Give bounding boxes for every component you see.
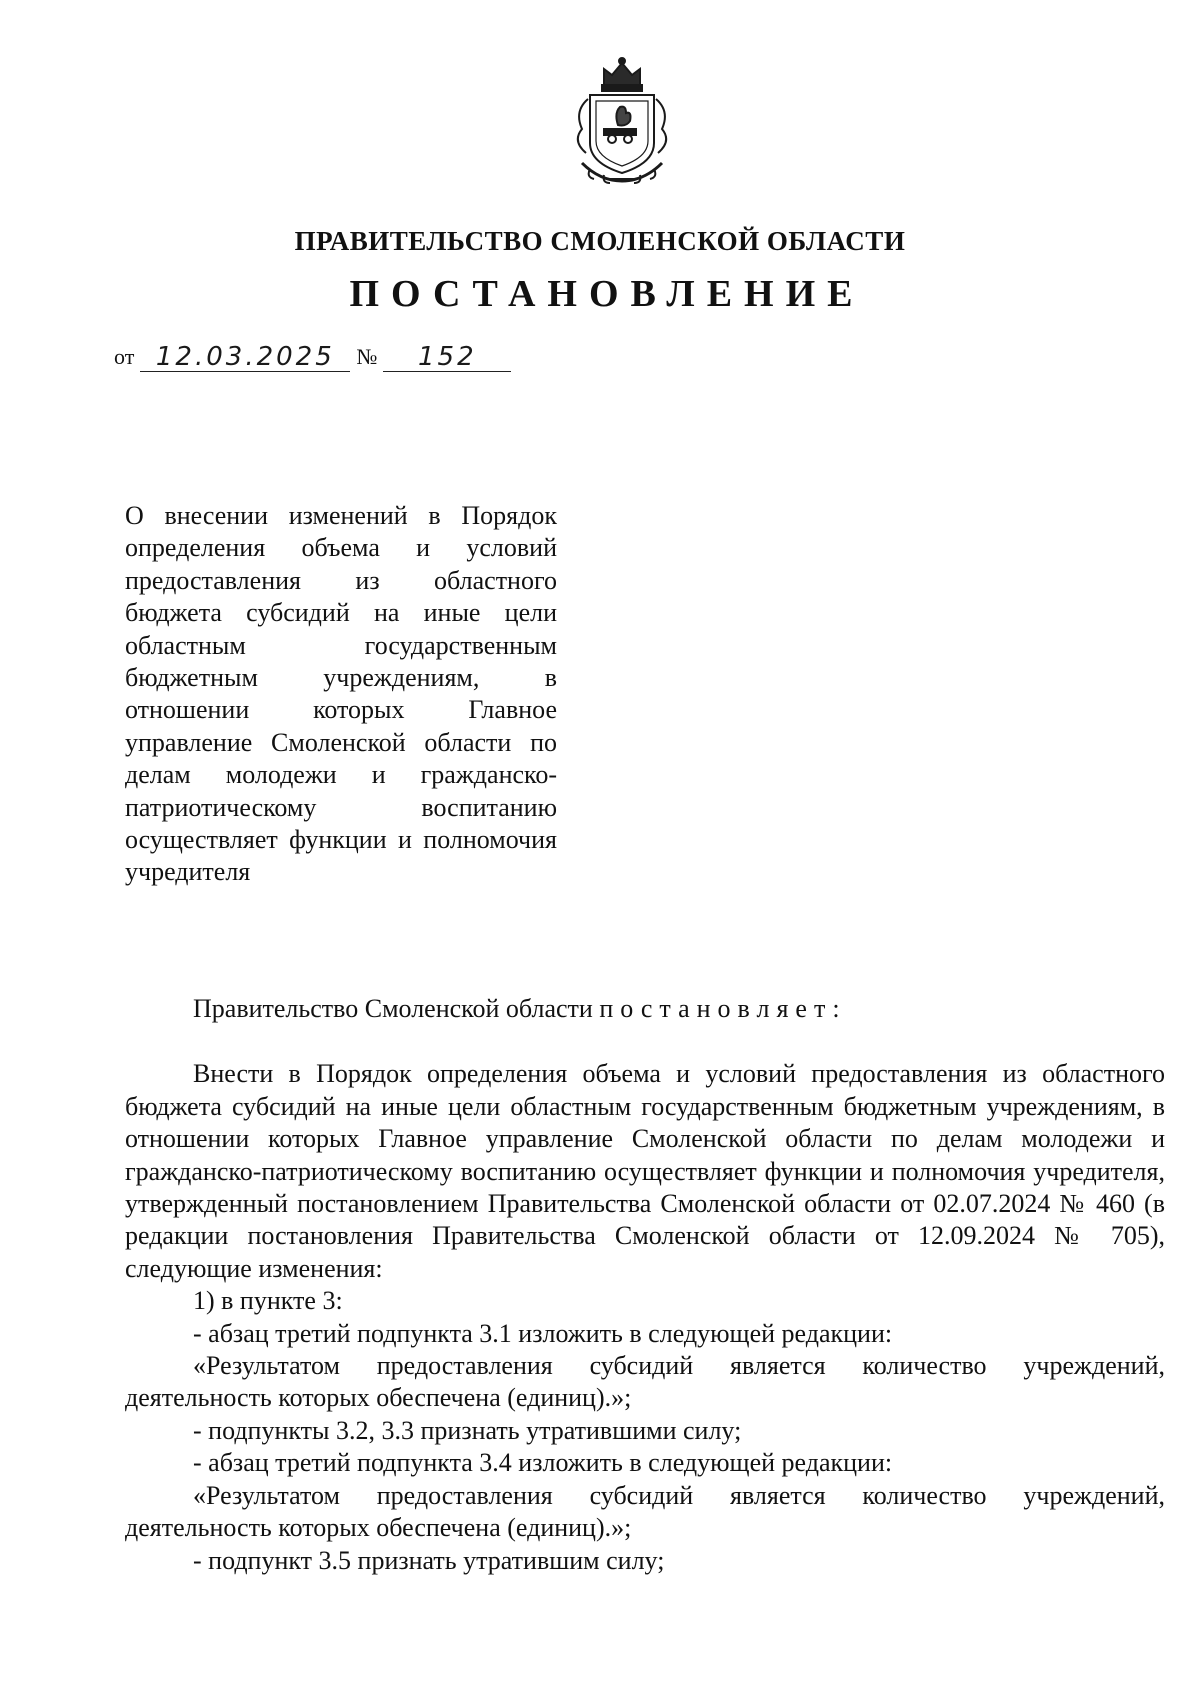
document-number: 152 (383, 339, 511, 372)
date-number-line (114, 338, 511, 372)
decree-verb: постановляет: (599, 994, 847, 1023)
document-type-title: ПОСТАНОВЛЕНИЕ (349, 273, 865, 315)
government-title: ПРАВИТЕЛЬСТВО СМОЛЕНСКОЙ ОБЛАСТИ (294, 226, 906, 256)
document-date: 12.03.2025 (140, 339, 350, 372)
paragraph: Внести в Порядок определения объема и условий предоставления из областного бюджета субсидий на иные цели областным государственным бюджетным учреждениям, в отношении которых Главное управление Смоленской области по делам молодежи и гражданско-патриотическому воспитанию осуществляет функции и полномочия учредителя, утвержденный постановлением Правительства Смоленской области от 02.07.2024 № 460 (в редакции постановления Правительства Смоленской области от 12.09.2024 № 705), следующие изменения: (125, 1059, 1165, 1283)
smolensk-coat-of-arms-icon (560, 55, 685, 190)
paragraph: - подпункт 3.5 признать утратившим силу; (193, 1545, 665, 1575)
number-prefix-label: № (356, 344, 378, 369)
paragraph: - подпункты 3.2, 3.3 признать утратившими силу; (193, 1415, 742, 1445)
paragraph: - абзац третий подпункта 3.4 изложить в следующей редакции: (193, 1448, 893, 1478)
paragraph: 1) в пункте 3: (193, 1286, 343, 1316)
paragraph: - абзац третий подпункта 3.1 изложить в следующей редакции: (193, 1318, 893, 1348)
decree-lead: Правительство Смоленской области (193, 994, 593, 1023)
decree-line (125, 993, 1165, 1025)
paragraph: «Результатом предоставления субсидий является количество учреждений, деятельность которых обеспечена (единиц).»; (125, 1351, 1165, 1413)
document-body (125, 993, 1165, 1577)
date-prefix-label: от (114, 344, 135, 369)
paragraph: «Результатом предоставления субсидий является количество учреждений, деятельность которых обеспечена (единиц).»; (125, 1480, 1165, 1543)
document-subject: О внесении изменений в Порядок определения объема и условий предоставления из областного бюджета субсидий на иные цели областным государственным бюджетным учреждениям, в отношении которых Главное управление Смоленской области по делам молодежи и гражданско-патриотическому воспитанию осуществляет функции и полномочия учредителя (125, 501, 557, 887)
